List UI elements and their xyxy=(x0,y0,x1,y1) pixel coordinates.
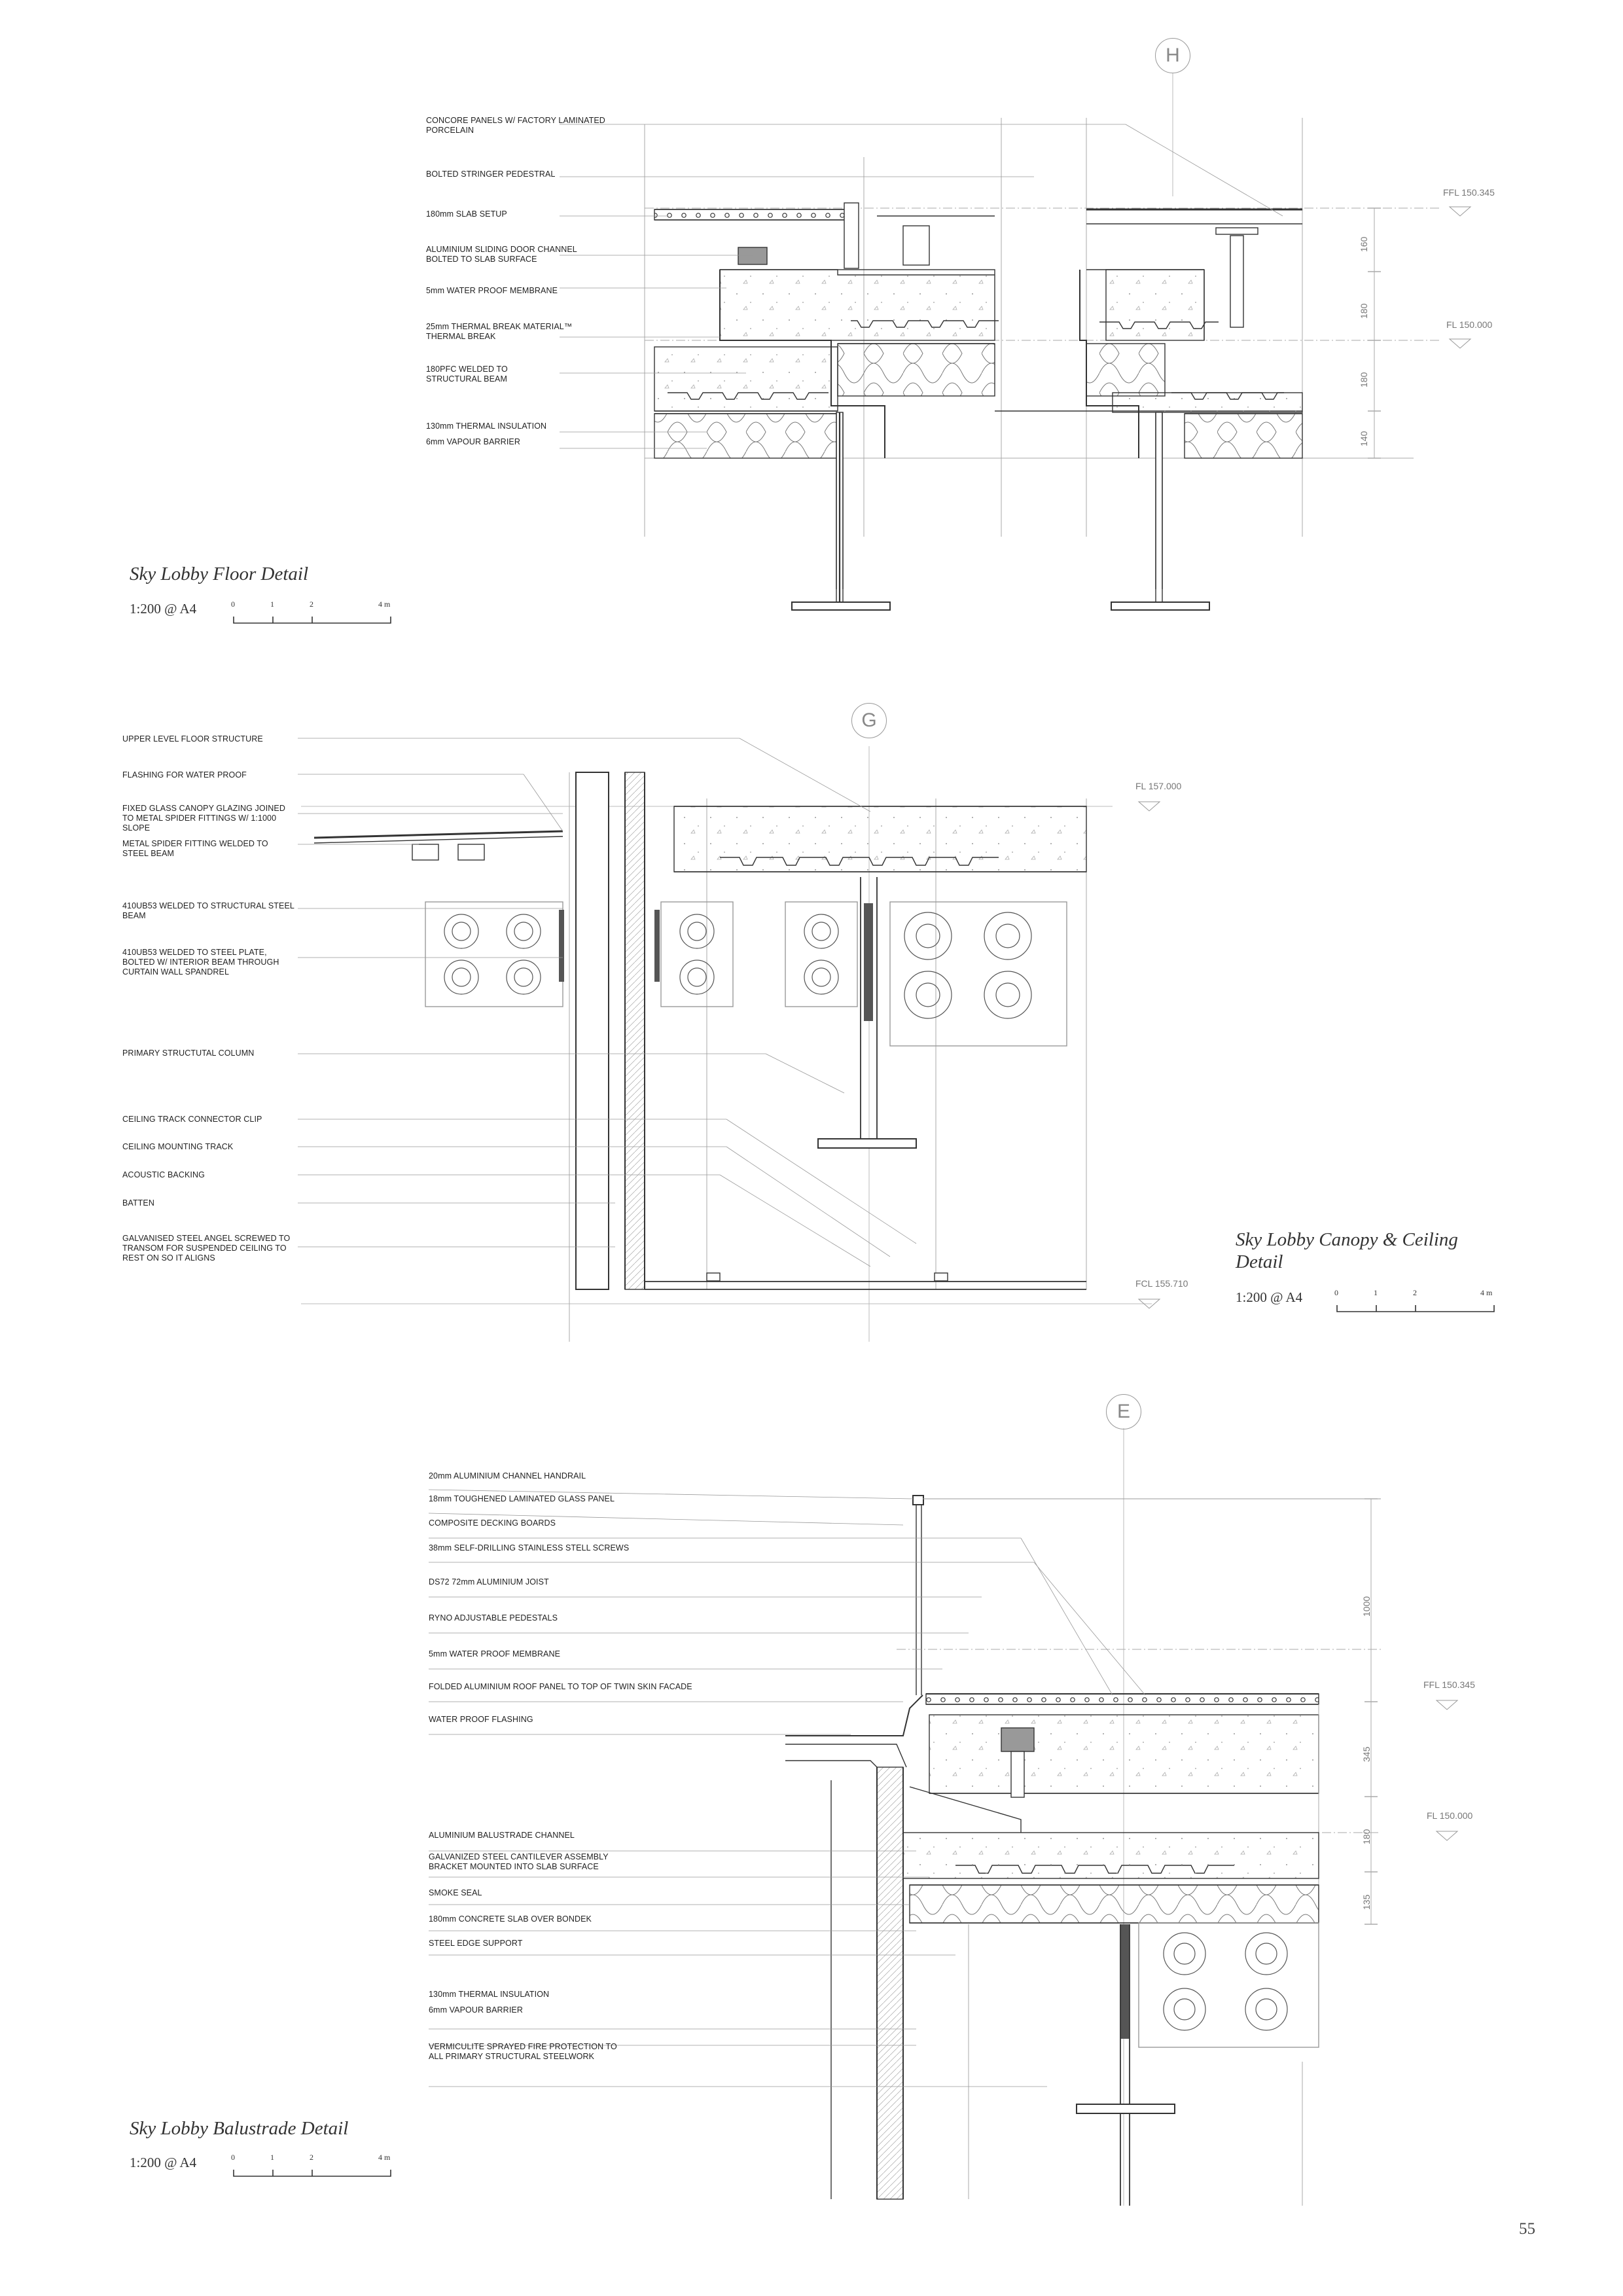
level-fl: FL 150.000 xyxy=(1446,319,1493,330)
label-steel-angle: GALVANISED STEEL ANGEL SCREWED TO TRANSOM FOR SUSPENDED CEILING TO REST ON SO IT ALIGNS xyxy=(122,1234,291,1263)
scale-tick: 1 xyxy=(1374,1288,1378,1297)
label-membrane: 5mm WATER PROOF MEMBRANE xyxy=(429,1649,561,1659)
scale-tick: 1 xyxy=(270,600,274,609)
dim-180-a: 180 xyxy=(1359,303,1369,319)
label-410ub53-plate: 410UB53 WELDED TO STEEL PLATE, BOLTED W/ INTERIOR BEAM THROUGH CURTAIN WALL SPANDREL xyxy=(122,948,279,977)
grid-bubble-e: E xyxy=(1106,1394,1141,1429)
scale-tick: 1 xyxy=(270,2153,274,2162)
label-handrail: 20mm ALUMINIUM CHANNEL HANDRAIL xyxy=(429,1471,586,1480)
label-cantilever-bracket: GALVANIZED STEEL CANTILEVER ASSEMBLY BRACKET MOUNTED INTO SLAB SURFACE xyxy=(429,1852,609,1871)
label-mounting-track: CEILING MOUNTING TRACK xyxy=(122,1142,234,1151)
page-number: 55 xyxy=(1519,2220,1535,2238)
floor-detail-scale: 1:200 @ A4 xyxy=(130,601,197,617)
label-pfc: 180PFC WELDED TO STRUCTURAL BEAM xyxy=(426,365,508,384)
dim-135: 135 xyxy=(1361,1894,1372,1910)
label-joist: DS72 72mm ALUMINIUM JOIST xyxy=(429,1577,549,1587)
dim-180: 180 xyxy=(1361,1829,1372,1844)
dim-1000: 1000 xyxy=(1361,1596,1372,1617)
label-decking-boards: COMPOSITE DECKING BOARDS xyxy=(429,1518,556,1528)
canopy-detail-scale: 1:200 @ A4 xyxy=(1236,1289,1303,1305)
level-fl-157: FL 157.000 xyxy=(1135,781,1182,791)
label-fire-protection: VERMICULITE SPRAYED FIRE PROTECTION TO ALL PRIMARY STRUCTURAL STEELWORK xyxy=(429,2042,617,2061)
label-thermal-break: 25mm THERMAL BREAK MATERIAL™ THERMAL BREAK xyxy=(426,322,573,341)
label-glass-panel: 18mm TOUGHENED LAMINATED GLASS PANEL xyxy=(429,1494,615,1503)
label-sliding-door-channel: ALUMINIUM SLIDING DOOR CHANNEL BOLTED TO SLAB SURFACE xyxy=(426,245,577,264)
level-ffl: FFL 150.345 xyxy=(1443,187,1495,198)
scale-tick: 2 xyxy=(310,600,313,609)
label-stringer-pedestal: BOLTED STRINGER PEDESTRAL xyxy=(426,170,556,179)
level-fl: FL 150.000 xyxy=(1427,1810,1473,1821)
label-upper-floor-structure: UPPER LEVEL FLOOR STRUCTURE xyxy=(122,734,263,744)
label-spider-fitting: METAL SPIDER FITTING WELDED TO STEEL BEAM xyxy=(122,839,268,858)
canopy-detail-linework xyxy=(298,738,1160,1342)
canopy-detail-title: Sky Lobby Canopy & Ceiling Detail xyxy=(1236,1229,1458,1272)
label-waterproof-membrane: 5mm WATER PROOF MEMBRANE xyxy=(426,286,558,295)
floor-detail-title: Sky Lobby Floor Detail xyxy=(130,564,309,584)
label-batten: BATTEN xyxy=(122,1198,154,1208)
scale-tick: 0 xyxy=(1334,1288,1338,1297)
balustrade-detail-title: Sky Lobby Balustrade Detail xyxy=(130,2118,349,2139)
label-concrete-slab: 180mm CONCRETE SLAB OVER BONDEK xyxy=(429,1914,592,1924)
level-ffl: FFL 150.345 xyxy=(1423,1679,1475,1690)
label-vapour-barrier: 6mm VAPOUR BARRIER xyxy=(426,437,520,446)
label-balustrade-channel: ALUMINIUM BALUSTRADE CHANNEL xyxy=(429,1831,575,1840)
label-canopy-glazing: FIXED GLASS CANOPY GLAZING JOINED TO METAL SPIDER FITTINGS W/ 1:1000 SLOPE xyxy=(122,804,285,833)
label-edge-support: STEEL EDGE SUPPORT xyxy=(429,1939,523,1948)
scale-tick: 4 m xyxy=(378,600,391,609)
label-roof-panel: FOLDED ALUMINIUM ROOF PANEL TO TOP OF TWIN SKIN FACADE xyxy=(429,1682,692,1691)
label-flashing: FLASHING FOR WATER PROOF xyxy=(122,770,247,780)
label-pedestals: RYNO ADJUSTABLE PEDESTALS xyxy=(429,1613,558,1623)
dim-345: 345 xyxy=(1361,1746,1372,1762)
scale-tick: 2 xyxy=(310,2153,313,2162)
floor-detail-linework xyxy=(560,73,1471,610)
label-track-clip: CEILING TRACK CONNECTOR CLIP xyxy=(122,1115,262,1124)
label-flashing: WATER PROOF FLASHING xyxy=(429,1715,533,1724)
scale-tick: 0 xyxy=(231,600,235,609)
label-vapour-barrier: 6mm VAPOUR BARRIER xyxy=(429,2005,523,2015)
label-slab-setup: 180mm SLAB SETUP xyxy=(426,209,507,219)
dim-140: 140 xyxy=(1359,431,1369,446)
label-concore-panels: CONCORE PANELS W/ FACTORY LAMINATED PORCELAIN xyxy=(426,116,605,135)
label-smoke-seal: SMOKE SEAL xyxy=(429,1888,482,1897)
grid-bubble-g: G xyxy=(851,703,887,738)
scale-tick: 4 m xyxy=(378,2153,391,2162)
label-primary-column: PRIMARY STRUCTUTAL COLUMN xyxy=(122,1049,255,1058)
balustrade-detail-scale: 1:200 @ A4 xyxy=(130,2155,197,2170)
label-410ub53-beam: 410UB53 WELDED TO STRUCTURAL STEEL BEAM xyxy=(122,901,294,920)
label-screws: 38mm SELF-DRILLING STAINLESS STELL SCREWS xyxy=(429,1543,630,1552)
label-thermal-insulation: 130mm THERMAL INSULATION xyxy=(426,422,547,431)
scale-tick: 2 xyxy=(1413,1288,1417,1297)
dim-180-b: 180 xyxy=(1359,372,1369,387)
scale-tick: 0 xyxy=(231,2153,235,2162)
label-acoustic-backing: ACOUSTIC BACKING xyxy=(122,1170,205,1179)
grid-bubble-h: H xyxy=(1155,38,1190,73)
dim-160: 160 xyxy=(1359,236,1369,252)
scale-tick: 4 m xyxy=(1480,1288,1493,1297)
label-thermal-insulation: 130mm THERMAL INSULATION xyxy=(429,1990,550,1999)
level-fcl: FCL 155.710 xyxy=(1135,1278,1188,1289)
